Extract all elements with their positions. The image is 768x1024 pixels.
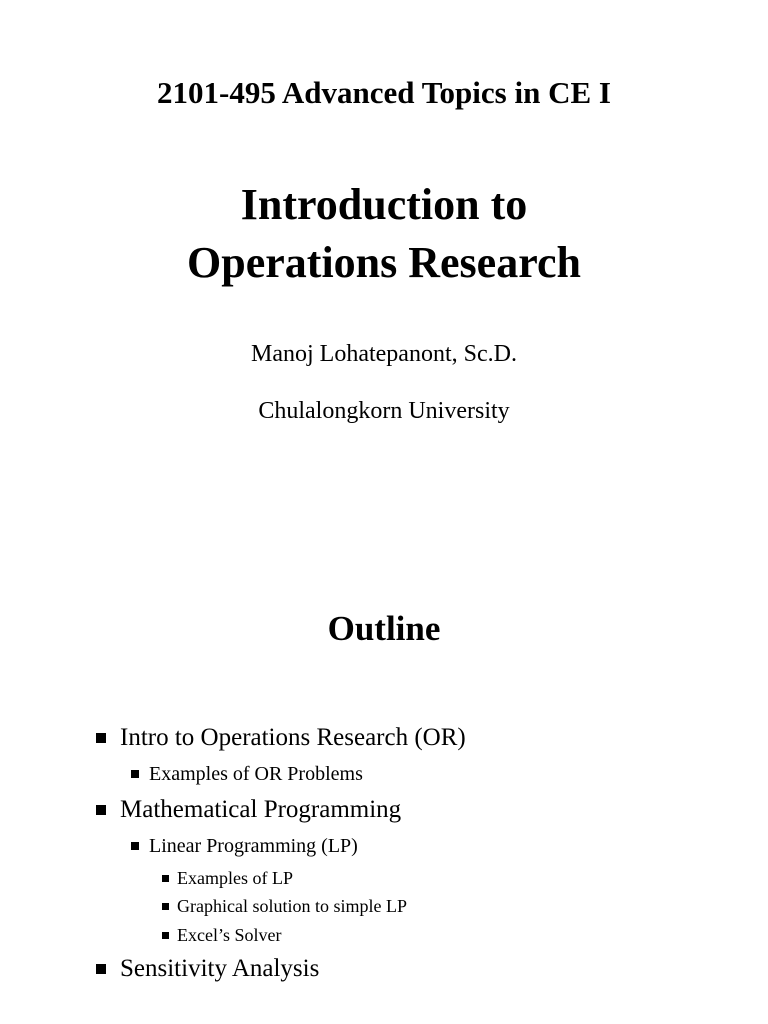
outline-item xyxy=(96,722,466,754)
outline-subsubitem xyxy=(162,924,281,946)
outline-slide xyxy=(0,512,768,1024)
author-name: Manoj Lohatepanont, Sc.D. xyxy=(251,341,517,367)
outline-subitem xyxy=(131,833,358,859)
square-bullet-icon xyxy=(162,875,169,882)
square-bullet-icon xyxy=(96,733,106,743)
outline-list xyxy=(0,512,768,1024)
outline-subitem xyxy=(131,761,363,787)
title-line-2: Operations Research xyxy=(187,238,581,287)
square-bullet-icon xyxy=(131,770,139,778)
outline-item-text: Mathematical Programming xyxy=(120,796,402,823)
title-line-1: Introduction to xyxy=(240,180,528,229)
presentation-title xyxy=(0,176,768,292)
square-bullet-icon xyxy=(96,805,106,815)
square-bullet-icon xyxy=(131,842,139,850)
outline-item-text: Intro to Operations Research (OR) xyxy=(120,724,466,751)
outline-item-text: Examples of OR Problems xyxy=(149,763,363,785)
square-bullet-icon xyxy=(96,964,106,974)
outline-item xyxy=(96,794,401,826)
outline-item-text: Linear Programming (LP) xyxy=(149,835,358,857)
outline-subsubitem xyxy=(162,895,407,917)
outline-item-text: Examples of LP xyxy=(177,868,293,888)
outline-heading: Outline xyxy=(327,609,441,648)
outline-item-text: Graphical solution to simple LP xyxy=(177,896,407,916)
outline-subsubitem xyxy=(162,867,293,889)
outline-item-text: Sensitivity Analysis xyxy=(120,955,320,982)
outline-item xyxy=(96,953,319,985)
square-bullet-icon xyxy=(162,903,169,910)
outline-item-text: Excel’s Solver xyxy=(177,925,282,945)
course-code-heading: 2101-495 Advanced Topics in CE I xyxy=(157,75,611,110)
square-bullet-icon xyxy=(162,932,169,939)
affiliation: Chulalongkorn University xyxy=(258,398,510,424)
